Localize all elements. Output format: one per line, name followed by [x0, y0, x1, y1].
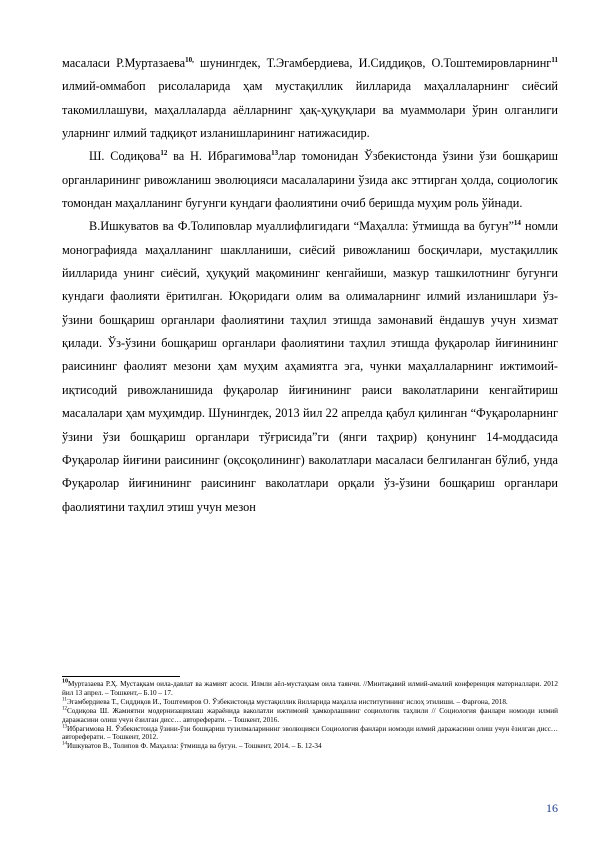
footnote-number: 11 [62, 697, 67, 703]
text-run: Ш. Содиқова [89, 149, 161, 164]
page-number: 16 [546, 801, 558, 815]
paragraph-3 [62, 215, 558, 518]
footnote-ref: 12 [160, 149, 168, 158]
footnote-13 [62, 725, 558, 743]
footnote-number: 14 [62, 741, 67, 747]
text-run: ва Н. Ибрагимова [167, 149, 272, 164]
footnote-10 [62, 680, 558, 698]
footnote-12 [62, 707, 558, 725]
footnote-14 [62, 742, 558, 751]
footnote-text: Эгамбердиева Т., Сиддиқов И., Тоштемиров О. Ўзбекистонда мустақиллик йилларида маҳалла институтининг ислоҳ этилиши. – Фарғона, 2018. [66, 697, 508, 706]
footnote-ref: 13 [271, 149, 279, 158]
footnote-text: Содиқова Ш. Жамиятни модернизациялаш жараёнида ваколатли ижтимоий ҳамкорлашнинг социологик таҳлили // Социология фанлари номзоди илмий даражасини олиш учун ёзилган дисс… автореферати. – Тошкент, 2016. [62, 706, 558, 724]
text-run: номли монографияда маҳалланинг шаклланиши, сиёсий ривожланиш босқичлари, мустақиллик йилларида унинг сиёсий, ҳуқуқий мақомининг кенгайиши, мазкур ташкилотнинг бугунги кундаги фаолияти ёритилган. Юқоридаги олим ва олималарнинг илмий изланишлари ўз-ўзини бошқариш органлари фаолиятини таҳлил этишда замонавий ёндашув учун хизмат қилади. Ўз-ўзини бошқариш органлари фаолиятини таҳлил этишда фуқаролар йиғинининг раисининг фаолият мезони ҳам муҳим аҳамиятга эга, чунки маҳаллаларнинг ижтимоий-иқтисодий ривожланишида фуқаролар йиғинининг раиси ваколатларини кенгайтириш масалалари ҳам муҳимдир. Шунингдек, 2013 йил 22 апрелда қабул қилинган “Фуқароларнинг ўзини ўзи бошқариш органлари тўғрисида”ги (янги таҳрир) қонунинг 14-моддасида Фуқаролар йиғини раисининг (оқсоқолининг) ваколатлари масаласи белгиланган бўлиб, унда Фуқаролар йиғинининг раисининг ваколатлари орқали ўз-ўзини бошқариш органлари фаолиятини таҳлил этиш учун мезон [62, 219, 558, 514]
footnote-number: 12 [62, 706, 67, 712]
footnote-separator [62, 676, 180, 677]
text-run: В.Ишкуватов ва Ф.Толиповлар муаллифлигидаги “Маҳалла: ўтмишда ва бугун” [89, 219, 514, 234]
text-run: шунингдек, Т.Эгамбердиева, И.Сиддиқов, О.Тоштемировларнинг [193, 56, 552, 70]
footnote-ref: 10, [185, 55, 194, 64]
paragraph-2 [62, 145, 558, 215]
footnote-number: 10 [62, 678, 68, 685]
footnote-text: Муртазаева Р.Ҳ. Мустақкам оила-давлат ва жамият асоси. Илмли аёл-мустаҳкам оила таянчи. //Минтақавий илмий-амалий конференция материаллари. 2012 йил 13 апрел. – Тошкент,– Б.10 – 17. [62, 680, 558, 697]
footnote-ref: 14 [513, 219, 521, 228]
footnote-number: 13 [62, 724, 67, 730]
footnote-11 [62, 698, 558, 707]
footnote-text: Ибрагимова Н. Ўзбекистонда ўзини-ўзи бошқариш тузилмаларининг эволюцияси Социология фанлари номзоди илмий даражасини олиш учун ёзилган дисс… автореферати. – Тошкент, 2012. [62, 724, 558, 742]
body-text [62, 52, 558, 519]
footnote-text: Ишкуватов В., Толипов Ф. Маҳалла: ўтмишда ва бугун. – Тошкент, 2014. – Б. 12-34 [67, 742, 322, 751]
text-run: илмий-оммабоп рисолаларида ҳам мустақиллик йилларида маҳаллаларнинг сиёсий такомиллашуви, маҳаллаларда аёлларнинг ҳақ-ҳуқуқлари ва муаммолари ўрин олганлиги уларнинг илмий тадқиқот изланишларининг натижасидир. [62, 79, 558, 141]
footnotes [62, 680, 558, 751]
footnote-ref: 11 [551, 55, 558, 64]
text-run: масаласи Р.Муртазаева [62, 56, 186, 70]
text-run: лар томонидан Ўзбекистонда ўзини ўзи бошқариш органларининг ривожланиш эволюцияси масалаларини ўзида акс эттирган ҳолда, социологик томондан маҳалланинг бугунги кундаги фаолиятини очиб беришда муҳим роль ўйнади. [62, 149, 558, 211]
paragraph-1 [62, 52, 558, 145]
